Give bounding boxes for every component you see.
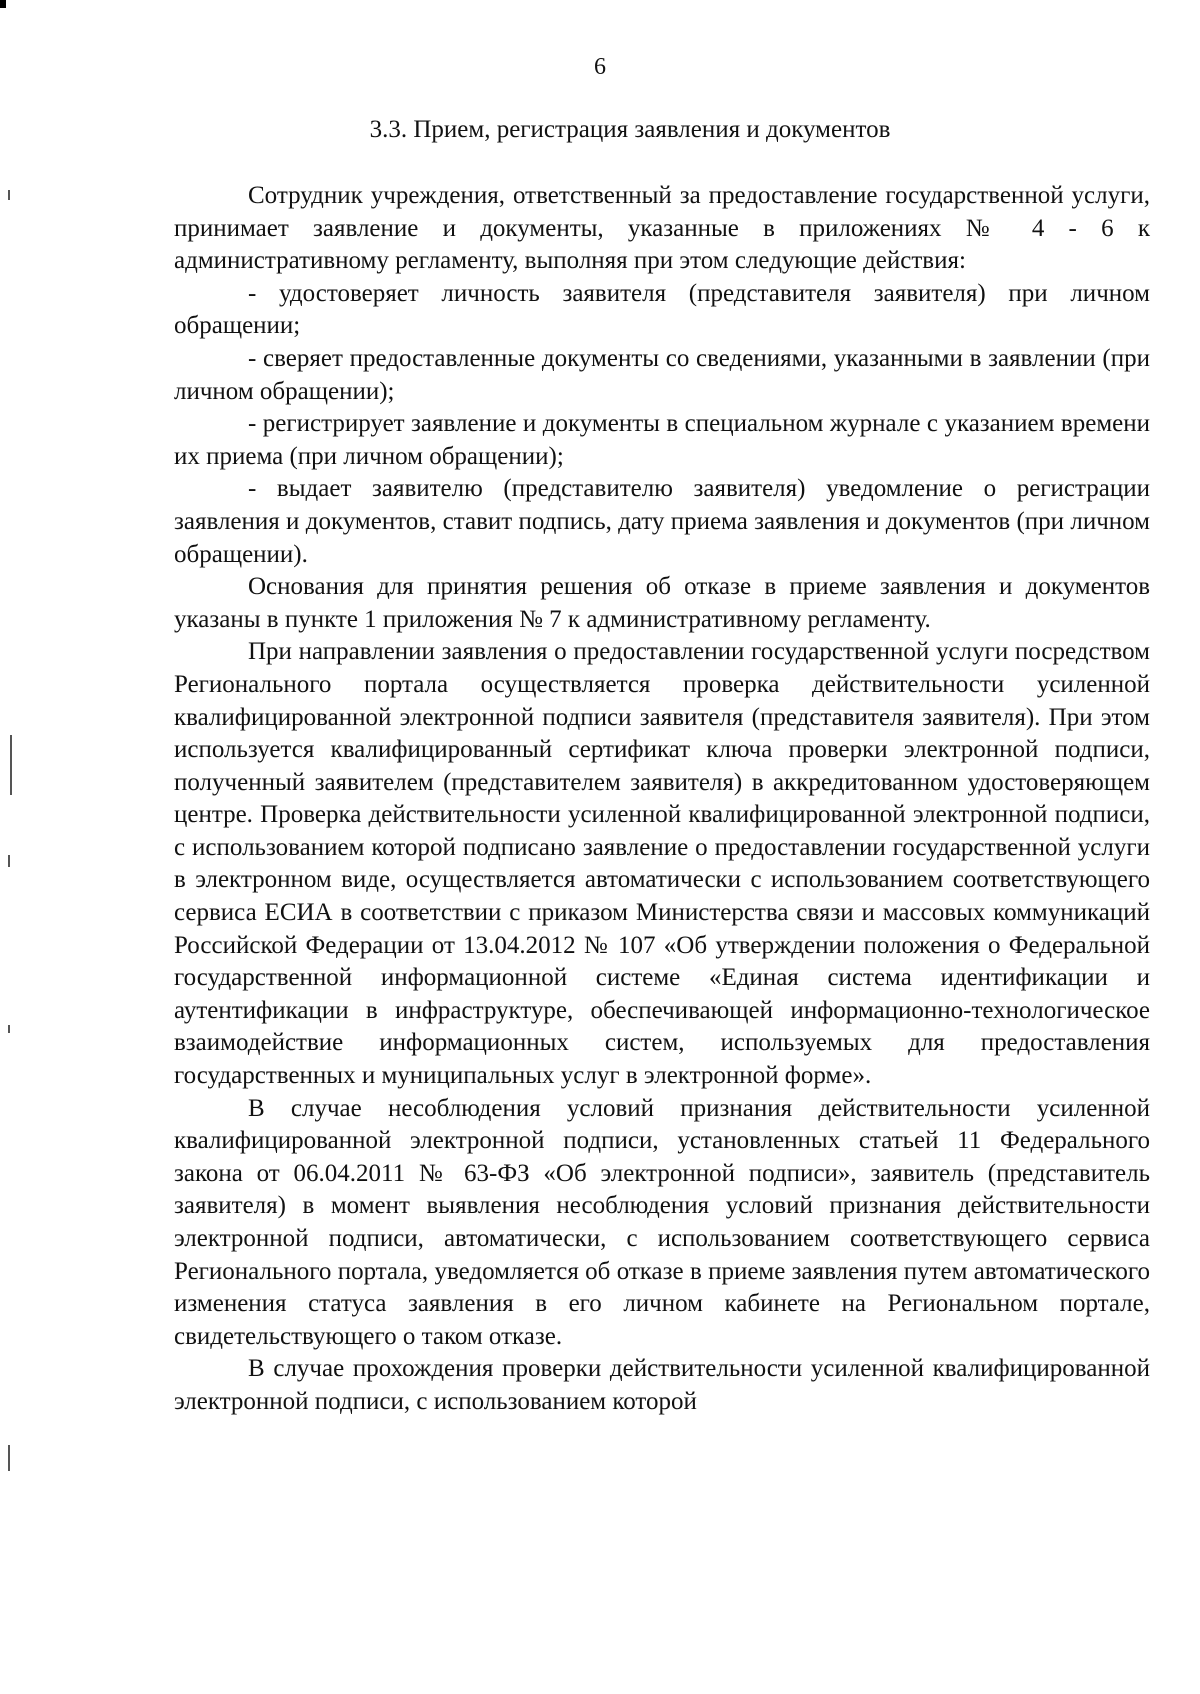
paragraph: - регистрирует заявление и документы в специальном журнале с указанием времени их приема (при личном обращении); — [174, 410, 1150, 470]
paragraph: - сверяет предоставленные документы со сведениями, указанными в заявлении (при личном обращении); — [174, 344, 1150, 405]
paragraph: - выдает заявителю (представителю заявителя) уведомление о регистрации заявления и документов, ставит подпись, дату приема заявления и документов (при личном обращении). — [174, 475, 1150, 568]
paragraph: Основания для принятия решения об отказе в приеме заявления и документов указаны в пункте 1 приложения № 7 к административному регламенту. — [174, 573, 1150, 633]
paragraph: В случае несоблюдения условий признания действительности усиленной квалифицированной электронной подписи, установленных статьей 11 Федерального закона от 06.04.2011 № 63-ФЗ «Об электронной подписи», заявитель (представитель заявителя) в момент выявления несоблюдения условий признания действительности электронной подписи, автоматически, с использованием соответствующего сервиса Регионального портала, уведомляется об отказе в приеме заявления путем автоматического изменения статуса заявления в его личном кабинете на Региональном портале, свидетельствующего о таком отказе. — [174, 1094, 1150, 1350]
scan-edge-mark — [10, 735, 12, 795]
scan-corner-mark — [0, 0, 6, 8]
scan-edge-mark — [8, 190, 10, 200]
scan-edge-mark — [8, 1445, 10, 1471]
paragraph: Сотрудник учреждения, ответственный за предоставление государственной услуги, принимает заявление и документы, указанные в приложениях № 4 - 6 к административному регламенту, выполняя при этом следующие действия: — [174, 182, 1150, 275]
paragraph: - удостоверяет личность заявителя (представителя заявителя) при личном обращении; — [174, 279, 1150, 340]
paragraph: В случае прохождения проверки действительности усиленной квалифицированной электронной подписи, с использованием которой — [174, 1355, 1150, 1415]
section-title: 3.3. Прием, регистрация заявления и документов — [369, 116, 891, 143]
body-text — [174, 180, 1150, 1419]
scan-edge-mark — [8, 855, 10, 867]
scan-edge-mark — [8, 1025, 10, 1033]
paragraph: При направлении заявления о предоставлении государственной услуги посредством Регионального портала осуществляется проверка действительности усиленной квалифицированной электронной подписи заявителя (представителя заявителя). При этом используется квалифицированный сертификат ключа проверки электронной подписи, полученный заявителем (представителем заявителя) в аккредитованном удостоверяющем центре. Проверка действительности усиленной квалифицированной электронной подписи, с использованием которой подписано заявление о предоставлении государственной услуги в электронном виде, осуществляется автоматически с использованием соответствующего сервиса ЕСИА в соответствии с приказом Министерства связи и массовых коммуникаций Российской Федерации от 13.04.2012 № 107 «Об утверждении положения о Федеральной государственной информационной системе «Единая система идентификации и аутентификации в инфраструктуре, обеспечивающей информационно-технологическое взаимодействие информационных систем, используемых для предоставления государственных и муниципальных услуг в электронной форме». — [174, 638, 1150, 1090]
page-number: 6 — [594, 54, 606, 80]
